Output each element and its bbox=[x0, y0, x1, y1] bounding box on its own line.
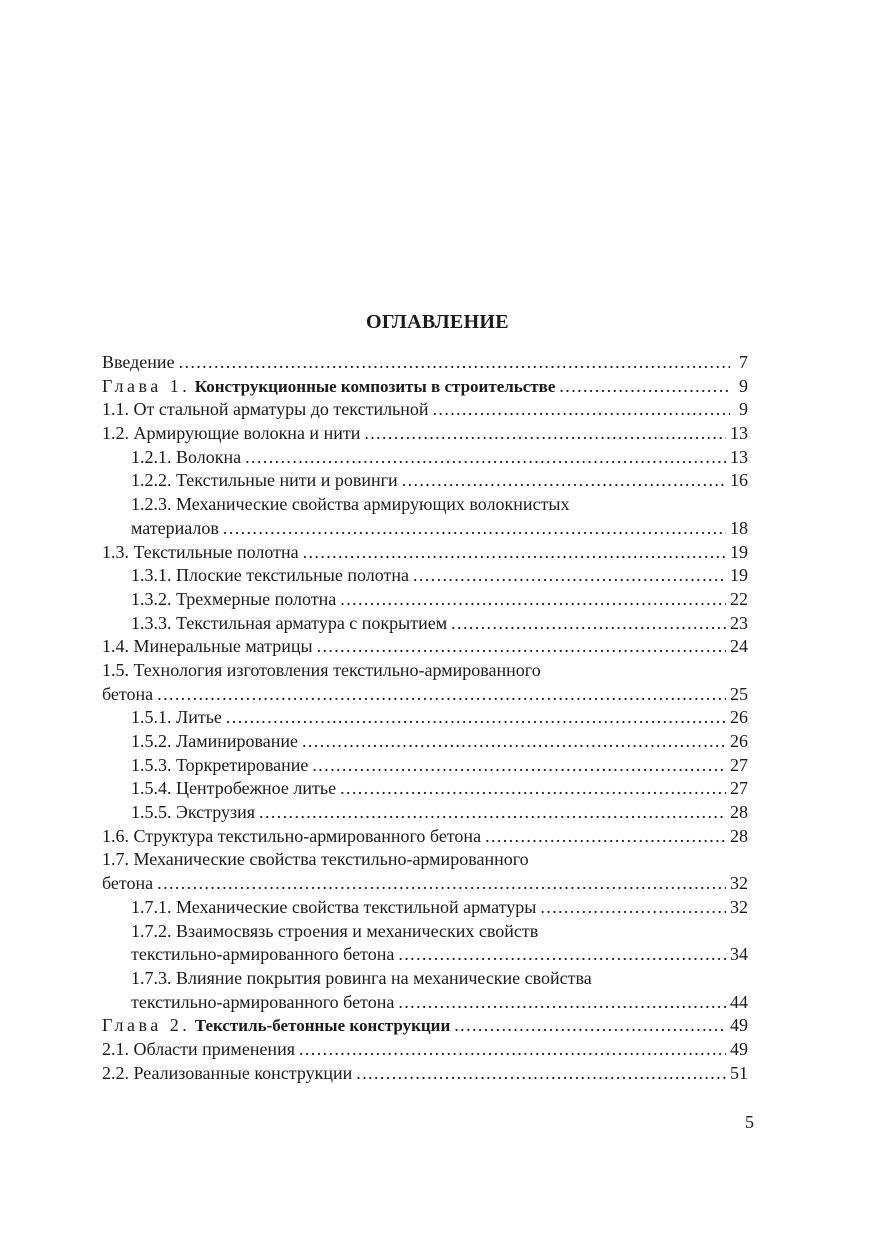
toc-entry-label: бетона bbox=[102, 683, 154, 704]
toc-entry bbox=[102, 659, 748, 683]
toc-page-number: 19 bbox=[730, 565, 748, 586]
toc-entry bbox=[102, 493, 748, 517]
toc-page-number: 49 bbox=[730, 1015, 748, 1036]
dot-leader bbox=[312, 754, 726, 778]
dot-leader bbox=[433, 398, 730, 422]
toc-entry bbox=[102, 825, 748, 849]
toc-page-number: 49 bbox=[730, 1038, 748, 1059]
toc-entry bbox=[102, 991, 748, 1015]
toc-entry bbox=[102, 1062, 748, 1086]
toc-page-number: 13 bbox=[730, 446, 748, 467]
dot-leader bbox=[157, 872, 726, 896]
dot-leader bbox=[454, 1014, 726, 1038]
page-title: ОГЛАВЛЕНИЕ bbox=[366, 311, 509, 333]
toc-page-number: 13 bbox=[730, 423, 748, 444]
toc-page-number: 34 bbox=[730, 944, 748, 965]
chapter-prefix: Глава 2. bbox=[102, 1015, 191, 1036]
dot-leader bbox=[356, 1062, 726, 1086]
dot-leader bbox=[451, 612, 726, 636]
toc-entry bbox=[102, 612, 748, 636]
toc-entry-label: 1.7.3. Влияние покрытия ровинга на механические свойства bbox=[131, 967, 592, 988]
toc-entry-label: 1.2.3. Механические свойства армирующих волокнистых bbox=[131, 494, 570, 515]
toc-entry-label: 1.5. Технология изготовления текстильно-армированного bbox=[102, 659, 541, 680]
toc-entry bbox=[102, 801, 748, 825]
chapter-prefix: Глава 1. bbox=[102, 375, 191, 396]
chapter-title: Конструкционные композиты в строительстве bbox=[194, 376, 556, 396]
toc-entry-label: 1.3.1. Плоские текстильные полотна bbox=[131, 565, 409, 586]
toc-entry-label: 1.5.5. Экструзия bbox=[131, 802, 256, 823]
toc-page-number: 25 bbox=[730, 683, 748, 704]
toc-entry-label: 1.2.1. Волокна bbox=[131, 446, 242, 467]
toc-entry-label: 1.5.1. Литье bbox=[131, 707, 222, 728]
toc-page-number: 23 bbox=[730, 612, 748, 633]
toc-entry bbox=[102, 422, 748, 446]
toc-entry-label: 1.7.1. Механические свойства текстильной арматуры bbox=[131, 896, 537, 917]
toc-page-number: 24 bbox=[730, 636, 748, 657]
toc-entry bbox=[102, 967, 748, 991]
toc-page-number: 26 bbox=[730, 707, 748, 728]
dot-leader bbox=[302, 730, 726, 754]
dot-leader bbox=[223, 517, 726, 541]
dot-leader bbox=[364, 422, 726, 446]
table-of-contents bbox=[102, 351, 748, 1085]
toc-entry bbox=[102, 754, 748, 778]
toc-page-number: 9 bbox=[739, 399, 748, 420]
toc-entry-label: 1.7.2. Взаимосвязь строения и механических свойств bbox=[131, 920, 539, 941]
toc-entry bbox=[102, 517, 748, 541]
toc-entry bbox=[102, 848, 748, 872]
toc-entry-label: 1.2.2. Текстильные нити и ровинги bbox=[131, 470, 398, 491]
toc-entry-label: 2.2. Реализованные конструкции bbox=[102, 1062, 353, 1083]
toc-entry bbox=[102, 398, 748, 422]
dot-leader bbox=[259, 801, 726, 825]
dot-leader bbox=[398, 991, 726, 1015]
page-number: 5 bbox=[745, 1112, 754, 1132]
toc-entry bbox=[102, 351, 748, 375]
toc-page-number: 16 bbox=[730, 470, 748, 491]
toc-page-number: 9 bbox=[739, 375, 748, 396]
toc-entry-label: текстильно-армированного бетона bbox=[131, 944, 395, 965]
toc-entry bbox=[102, 872, 748, 896]
toc-page-number: 32 bbox=[730, 896, 748, 917]
toc-entry-label: материалов bbox=[131, 517, 219, 538]
toc-entry bbox=[102, 683, 748, 707]
toc-entry bbox=[102, 896, 748, 920]
toc-page-number: 7 bbox=[739, 352, 748, 372]
dot-leader bbox=[559, 375, 730, 399]
toc-entry-label: 1.2. Армирующие волокна и нити bbox=[102, 423, 361, 444]
dot-leader bbox=[402, 469, 726, 493]
toc-page-number: 22 bbox=[730, 588, 748, 609]
toc-entry bbox=[102, 446, 748, 470]
dot-leader bbox=[303, 541, 726, 565]
toc-entry-label: 1.5.2. Ламинирование bbox=[131, 731, 298, 751]
toc-page-number: 27 bbox=[730, 778, 748, 799]
chapter-title: Текстиль-бетонные конструкции bbox=[194, 1016, 451, 1036]
toc-entry bbox=[102, 706, 748, 730]
toc-entry-label: 1.7. Механические свойства текстильно-армированного bbox=[102, 849, 529, 870]
toc-entry bbox=[102, 1038, 748, 1062]
toc-entry-label: текстильно-армированного бетона bbox=[131, 991, 395, 1012]
toc-entry-label: 1.1. От стальной арматуры до текстильной bbox=[102, 399, 429, 420]
toc-entry-label: 1.6. Структура текстильно-армированного бетона bbox=[102, 825, 482, 846]
dot-leader bbox=[540, 896, 726, 920]
dot-leader bbox=[226, 706, 726, 730]
toc-entry bbox=[102, 564, 748, 588]
toc-page-number: 32 bbox=[730, 873, 748, 894]
toc-entry bbox=[102, 730, 748, 754]
toc-entry-label: 1.4. Минеральные матрицы bbox=[102, 636, 313, 657]
toc-page-number: 44 bbox=[730, 991, 748, 1012]
toc-entry-label: 2.1. Области применения bbox=[102, 1038, 295, 1059]
toc-entry-label: 1.3. Текстильные полотна bbox=[102, 541, 299, 562]
toc-entry bbox=[102, 541, 748, 565]
toc-entry bbox=[102, 943, 748, 967]
dot-leader bbox=[245, 446, 726, 470]
toc-page-number: 28 bbox=[730, 825, 748, 846]
toc-page-number: 28 bbox=[730, 802, 748, 823]
toc-entry-label: 1.3.3. Текстильная арматура с покрытием bbox=[131, 612, 448, 633]
toc-entry-label: бетона bbox=[102, 873, 154, 894]
toc-entry-label bbox=[102, 375, 555, 399]
toc-page-number: 19 bbox=[730, 541, 748, 562]
toc-chapter-entry bbox=[102, 375, 748, 399]
toc-entry-label: Введение bbox=[102, 352, 175, 372]
dot-leader bbox=[398, 943, 726, 967]
dot-leader bbox=[157, 683, 726, 707]
toc-chapter-entry bbox=[102, 1014, 748, 1038]
dot-leader bbox=[340, 588, 726, 612]
toc-entry-label bbox=[102, 1014, 450, 1038]
toc-entry-label: 1.5.4. Центробежное литье bbox=[131, 778, 337, 799]
dot-leader bbox=[485, 825, 726, 849]
dot-leader bbox=[179, 351, 730, 375]
toc-page-number: 51 bbox=[730, 1062, 748, 1083]
toc-entry bbox=[102, 469, 748, 493]
toc-entry-label: 1.5.3. Торкретирование bbox=[131, 754, 309, 775]
toc-page-number: 18 bbox=[730, 517, 748, 538]
dot-leader bbox=[340, 777, 726, 801]
toc-page-number: 27 bbox=[730, 754, 748, 775]
dot-leader bbox=[317, 635, 726, 659]
toc-entry bbox=[102, 777, 748, 801]
toc-entry-label: 1.3.2. Трехмерные полотна bbox=[131, 588, 337, 609]
toc-entry bbox=[102, 635, 748, 659]
dot-leader bbox=[413, 564, 726, 588]
toc-entry bbox=[102, 588, 748, 612]
toc-page-number: 26 bbox=[730, 731, 748, 751]
toc-entry bbox=[102, 920, 748, 944]
dot-leader bbox=[299, 1038, 726, 1062]
